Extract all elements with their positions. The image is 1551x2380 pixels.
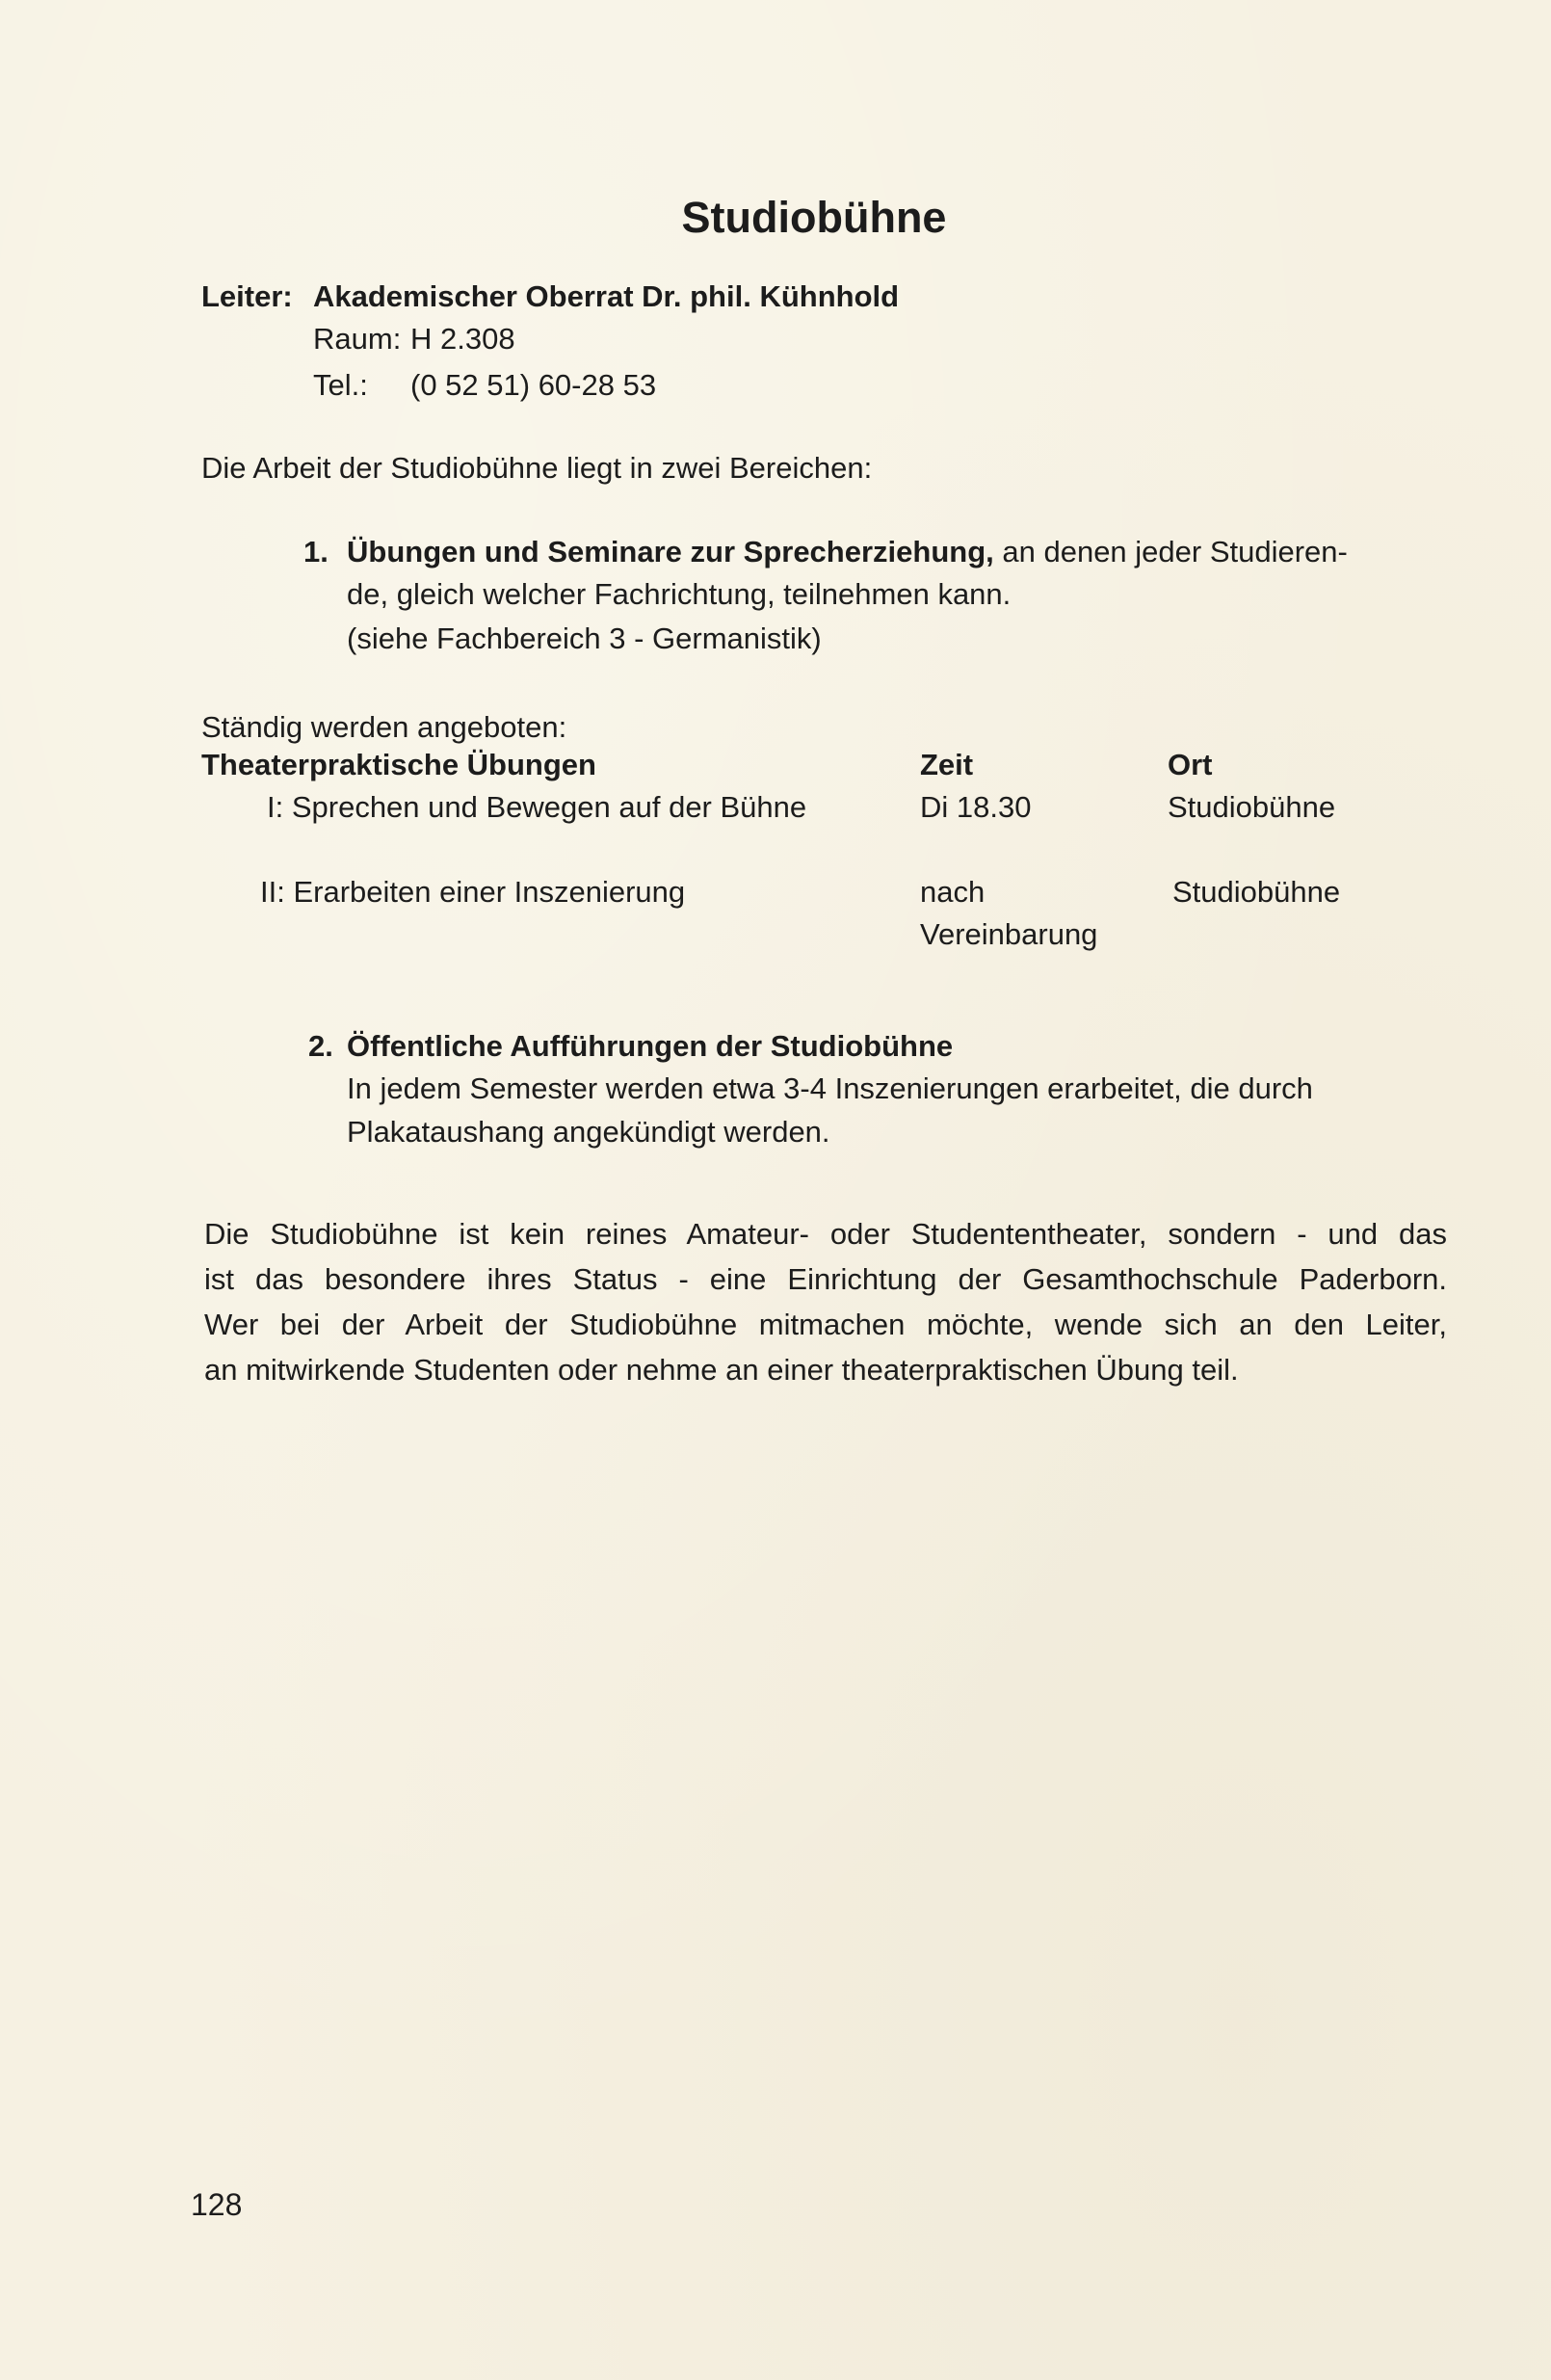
table-row-2-ort: Studiobühne (1172, 875, 1341, 909)
item2-number: 2. (308, 1029, 333, 1063)
item1-line3: (siehe Fachbereich 3 - Germanistik) (347, 621, 822, 655)
phone-label: Tel.: (313, 368, 368, 402)
leiter-name: Akademischer Oberrat Dr. phil. Kühnhold (313, 279, 900, 313)
closing-line-2: ist das besondere ihres Status - eine Einrichtung der Gesamthochschule Paderborn. (204, 1262, 1447, 1296)
closing-line-4: an mitwirkende Studenten oder nehme an einer theaterpraktischen Übung teil. (204, 1353, 1239, 1387)
room-value: H 2.308 (410, 322, 515, 356)
item2-line2: Plakataushang angekündigt werden. (347, 1115, 830, 1149)
item1-line2: de, gleich welcher Fachrichtung, teilnehmen kann. (347, 577, 1012, 611)
table-header-ort: Ort (1168, 748, 1213, 781)
room-label: Raum: (313, 322, 402, 356)
closing-line-1: Die Studiobühne ist kein reines Amateur- oder Studententheater, sondern - und das (204, 1217, 1447, 1251)
item1-line1 (347, 535, 1348, 569)
table-header-zeit: Zeit (920, 748, 974, 781)
phone-value: (0 52 51) 60-28 53 (410, 368, 657, 402)
page-title: Studiobühne (681, 193, 947, 242)
table-row-2-zeit-line1: nach (920, 875, 986, 909)
item1-heading: Übungen und Seminare zur Sprecherziehung, (347, 535, 994, 569)
table-row-2-zeit-line2: Vereinbarung (920, 917, 1098, 951)
item1-line1-rest: an denen jeder Studieren- (993, 535, 1348, 569)
table-row-1-zeit: Di 18.30 (920, 790, 1032, 824)
intro-text: Die Arbeit der Studiobühne liegt in zwei Bereichen: (201, 451, 873, 485)
closing-paragraph (204, 1211, 1447, 1392)
table-header-course: Theaterpraktische Übungen (201, 748, 596, 781)
item1-number: 1. (303, 535, 329, 569)
table-row-1-course: I: Sprechen und Bewegen auf der Bühne (267, 790, 807, 824)
item2-line1: In jedem Semester werden etwa 3-4 Inszenierungen erarbeitet, die durch (347, 1071, 1313, 1105)
item2-heading: Öffentliche Aufführungen der Studiobühne (347, 1029, 954, 1063)
page-number: 128 (191, 2187, 243, 2222)
offered-intro: Ständig werden angeboten: (201, 710, 567, 744)
table-row-1-ort: Studiobühne (1168, 790, 1336, 824)
table-row-2-course: II: Erarbeiten einer Inszenierung (260, 875, 686, 909)
leiter-label: Leiter: (201, 279, 293, 313)
closing-line-3: Wer bei der Arbeit der Studiobühne mitmachen möchte, wende sich an den Leiter, (204, 1308, 1447, 1341)
